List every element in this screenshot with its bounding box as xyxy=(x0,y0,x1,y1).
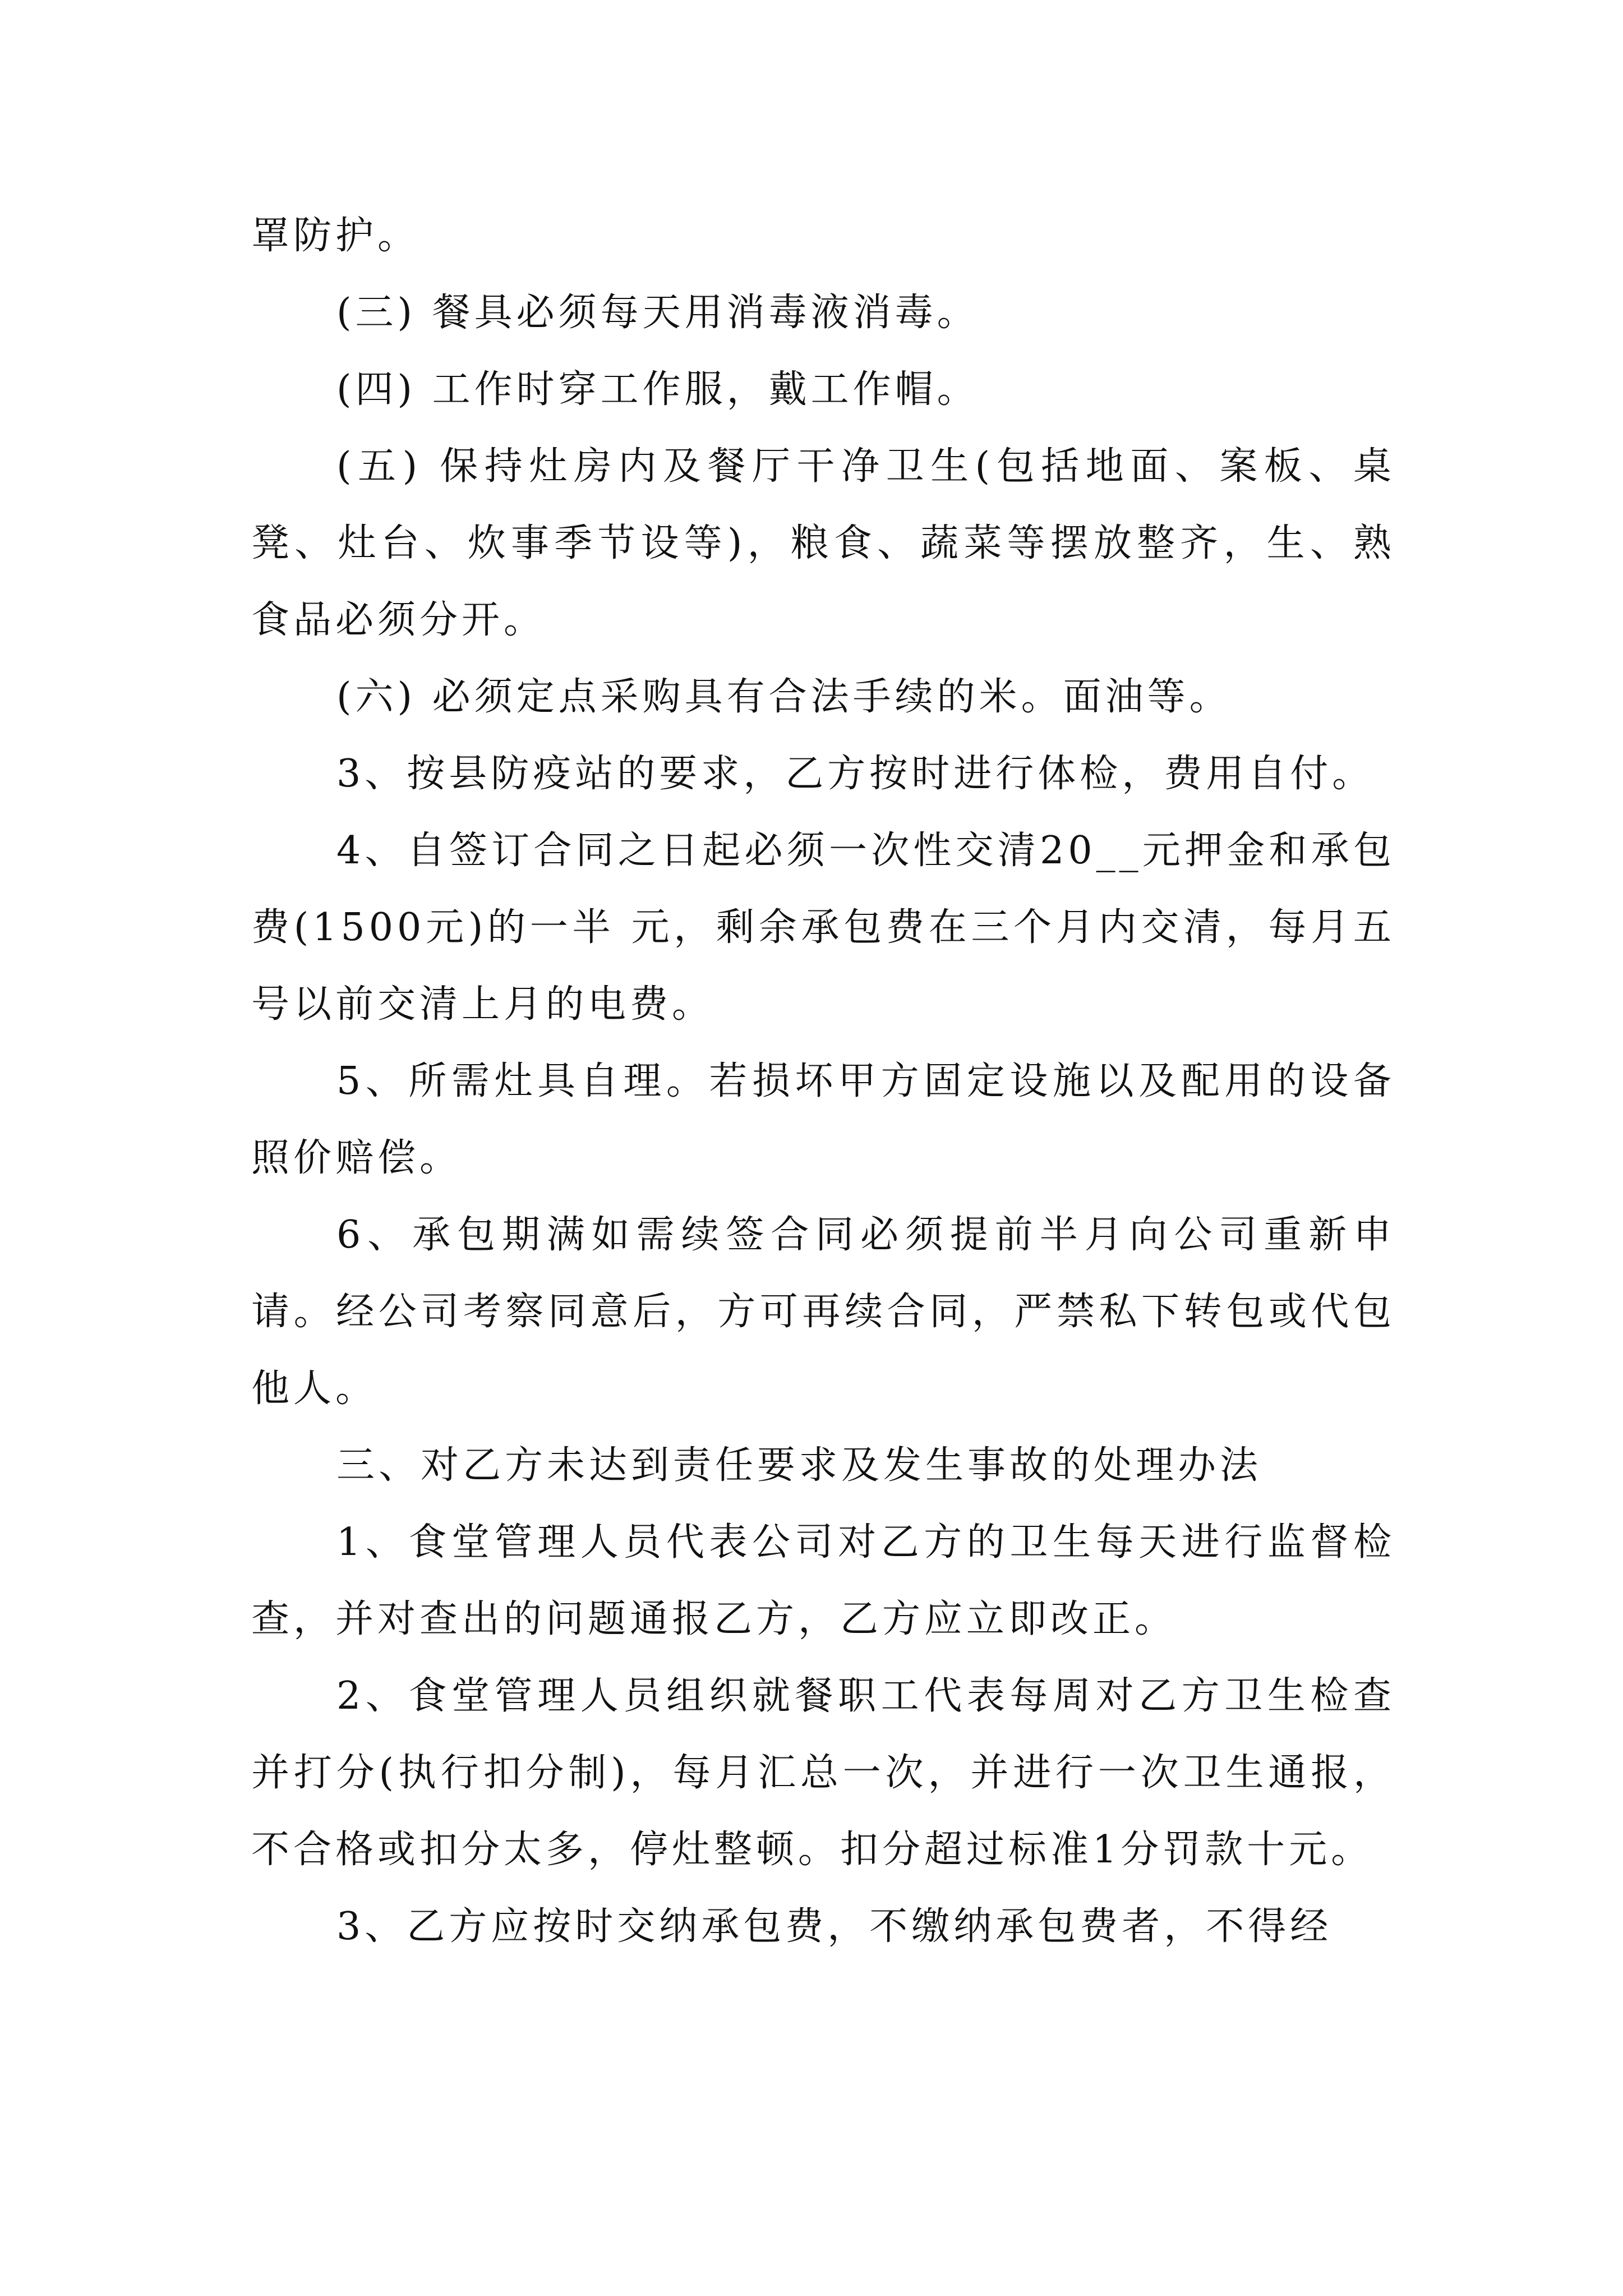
paragraph-weekly-scoring: 2、食堂管理人员组织就餐职工代表每周对乙方卫生检查并打分(执行扣分制)，每月汇总一次，并进行一次卫生通报，不合格或扣分太多，停灶整顿。扣分超过标准1分罚款十元。 xyxy=(251,1674,1395,1872)
paragraph-health-check: 3、按县防疫站的要求，乙方按时进行体检，费用自付。 xyxy=(336,752,1375,796)
document-body xyxy=(251,197,1395,1965)
paragraph-mask-protection: 罩防护。 xyxy=(251,214,420,258)
paragraph-tableware-disinfection: (三) 餐具必须每天用消毒液消毒。 xyxy=(336,291,979,335)
paragraph-work-uniform: (四) 工作时穿工作服，戴工作帽。 xyxy=(336,367,979,412)
paragraph-kitchen-cleanliness: (五) 保持灶房内及餐厅干净卫生(包括地面、案板、桌凳、灶台、炊事季节设等)，粮食、蔬菜等摆放整齐，生、熟食品必须分开。 xyxy=(251,444,1395,642)
paragraph-contract-renewal: 6、承包期满如需续签合同必须提前半月向公司重新申请。经公司考察同意后，方可再续合同，严禁私下转包或代包他人。 xyxy=(251,1213,1395,1411)
paragraph-daily-supervision: 1、食堂管理人员代表公司对乙方的卫生每天进行监督检查，并对查出的问题通报乙方，乙方应立即改正。 xyxy=(251,1520,1395,1641)
section-heading-handling-methods: 三、对乙方未达到责任要求及发生事故的处理办法 xyxy=(336,1443,1262,1488)
paragraph-fee-payment: 3、乙方应按时交纳承包费，不缴纳承包费者，不得经 xyxy=(336,1904,1332,1949)
paragraph-designated-purchasing: (六) 必须定点采购具有合法手续的米。面油等。 xyxy=(336,675,1232,719)
paragraph-cookware-compensation: 5、所需灶具自理。若损坏甲方固定设施以及配用的设备照价赔偿。 xyxy=(251,1059,1395,1180)
paragraph-deposit-payment: 4、自签订合同之日起必须一次性交清20__元押金和承包费(1500元)的一半 元，剩余承包费在三个月内交清，每月五号以前交清上月的电费。 xyxy=(251,829,1395,1027)
